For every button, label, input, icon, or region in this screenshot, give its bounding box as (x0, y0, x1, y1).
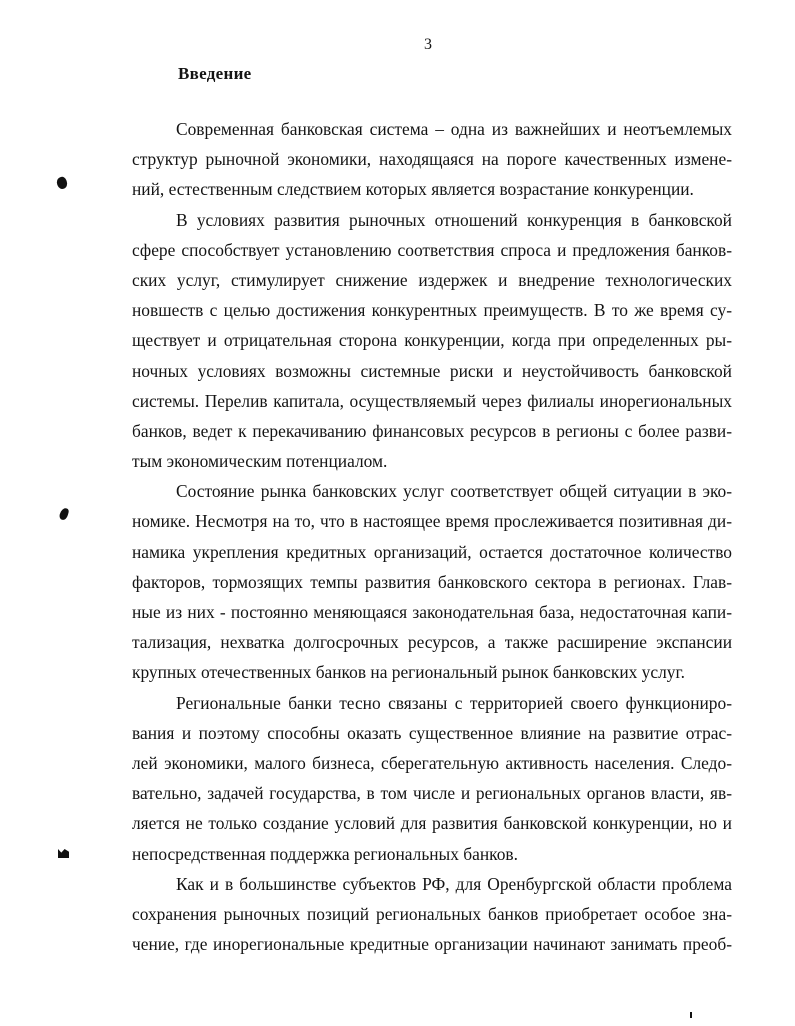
paragraph-1 (132, 114, 732, 205)
text-line: ских услуг, стимулирует снижение издержек и внедрение технологических (132, 269, 732, 290)
text-line: Состояние рынка банковских услуг соответствует общей ситуации в эко- (176, 481, 732, 502)
paragraph-4 (132, 688, 732, 869)
text-line: номике. Несмотря на то, что в настоящее время прослеживается позитивная ди- (132, 511, 732, 532)
text-line: крупных отечественных банков на региональный рынок банковских услуг. (132, 662, 685, 683)
text-line: тализация, нехватка долгосрочных ресурсов, а также расширение экспансии (132, 632, 732, 653)
text-line: Региональные банки тесно связаны с территорией своего функциониро- (176, 692, 732, 713)
text-line: новшеств с целью достижения конкурентных преимуществ. В то же время су- (132, 300, 732, 321)
text-line: чение, где инорегиональные кредитные организации начинают занимать преоб- (132, 934, 732, 955)
paragraph-2 (132, 205, 732, 477)
section-heading: Введение (178, 64, 252, 83)
paragraph-5 (132, 869, 732, 960)
text-line: намика укрепления кредитных организаций, остается достаточное количество (132, 541, 732, 562)
text-line: банков, ведет к перекачиванию финансовых ресурсов в регионы с более разви- (132, 420, 732, 441)
text-line: Как и в большинстве субъектов РФ, для Оренбургской области проблема (176, 873, 732, 894)
text-line: В условиях развития рыночных отношений конкуренция в банковской (176, 209, 732, 230)
text-line: ний, естественным следствием которых является возрастание конкуренции. (132, 179, 694, 200)
text-line: ные из них - постоянно меняющаяся законодательная база, недостаточная капи- (132, 602, 732, 622)
text-line: непосредственная поддержка региональных банков. (132, 843, 518, 864)
text-line: факторов, тормозящих темпы развития банковского сектора в регионах. Глав- (132, 571, 732, 592)
text-line: ночных условиях возможны системные риски и неустойчивость банковской (132, 360, 732, 381)
body-text (132, 114, 732, 959)
paragraph-3 (132, 476, 732, 687)
scan-mark (55, 176, 69, 191)
text-line: Современная банковская система – одна из важнейших и неотъемлемых (176, 119, 732, 139)
text-line: ляется не только создание условий для развития банковской конкуренции, но и (132, 813, 732, 834)
text-line: лей экономики, малого бизнеса, сберегательную активность населения. Следо- (132, 752, 732, 773)
text-line: вания и поэтому способны оказать существенное влияние на развитие отрас- (132, 722, 732, 743)
text-line: системы. Перелив капитала, осуществляемый через филиалы инорегиональных (132, 390, 732, 411)
text-line: тым экономическим потенциалом. (132, 451, 388, 472)
scan-mark (58, 849, 69, 858)
text-line: сохранения рыночных позиций региональных банков приобретает особое зна- (132, 903, 732, 924)
scan-mark (690, 1012, 692, 1018)
text-line: структур рыночной экономики, находящаяся на пороге качественных измене- (132, 149, 732, 170)
page-number: 3 (424, 36, 432, 53)
text-line: вательно, задачей государства, в том числе и региональных органов власти, яв- (132, 783, 732, 804)
text-line: ществует и отрицательная сторона конкуренции, когда при определенных ры- (132, 330, 732, 351)
text-line: сфере способствует установлению соответствия спроса и предложения банков- (132, 239, 732, 260)
scan-mark (59, 507, 70, 521)
